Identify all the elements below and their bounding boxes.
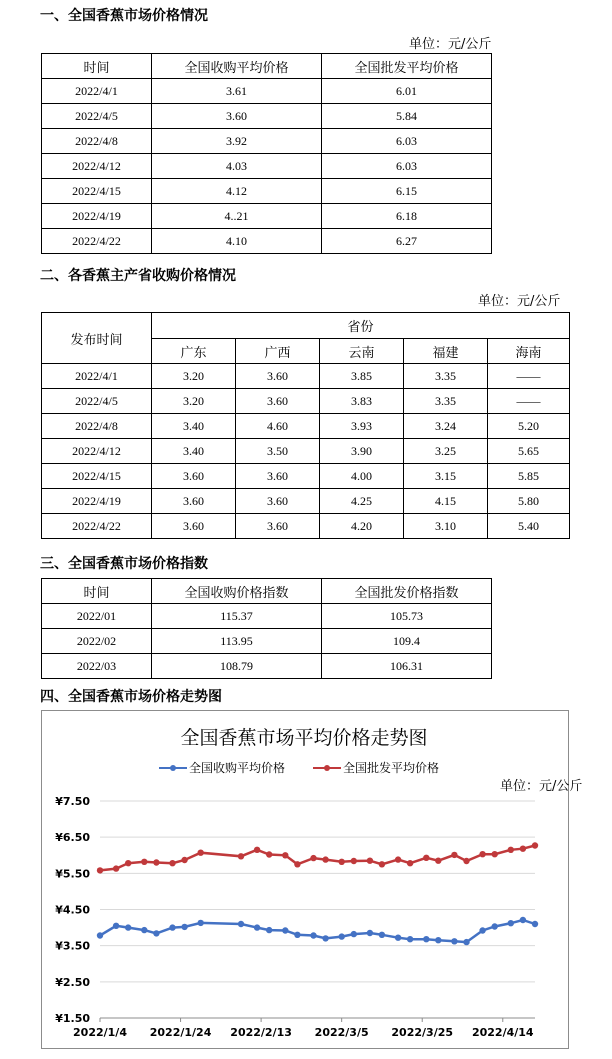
section-title-2: 二、各香蕉主产省收购价格情况: [40, 268, 236, 284]
column-header: 全国批发价格指数: [322, 579, 492, 604]
date-cell: 2022/01: [42, 604, 152, 629]
x-tick-label: 2022/3/5: [314, 1026, 369, 1039]
date-cell: 2022/4/8: [42, 414, 152, 439]
purchase-point: [492, 923, 498, 929]
x-tick-label: 2022/2/13: [230, 1026, 292, 1039]
wholesale-point: [395, 856, 401, 862]
purchase-point: [181, 924, 187, 930]
date-cell: 2022/4/5: [42, 389, 152, 414]
value-cell: 3.20: [152, 389, 236, 414]
purchase-point: [395, 935, 401, 941]
wholesale-point: [238, 853, 244, 859]
value-cell: 3.35: [404, 389, 488, 414]
date-cell: 2022/4/12: [42, 154, 152, 179]
value-cell: 3.85: [320, 364, 404, 389]
date-cell: 2022/4/1: [42, 364, 152, 389]
table-row: [42, 129, 492, 154]
table-row: [42, 389, 570, 414]
province-header: 福建: [404, 339, 488, 364]
date-cell: 2022/02: [42, 629, 152, 654]
value-cell: 5.40: [488, 514, 570, 539]
table-header-row: [42, 54, 492, 79]
value-cell: 3.40: [152, 414, 236, 439]
legend-marker-purchase: [170, 765, 176, 771]
province-header: 广西: [236, 339, 320, 364]
chart-svg: [42, 711, 583, 1048]
table-row: [42, 204, 492, 229]
column-header-time: 发布时间: [42, 313, 152, 364]
y-tick-label: ¥1.50: [55, 1012, 90, 1025]
purchase-point: [153, 930, 159, 936]
y-tick-label: ¥3.50: [55, 939, 90, 953]
wholesale-point: [520, 846, 526, 852]
chart-title: 全国香蕉市场平均价格走势图: [180, 727, 428, 749]
purchase-point: [367, 930, 373, 936]
value-cell: 109.4: [322, 629, 492, 654]
wholesale-point: [125, 860, 131, 866]
purchase-point: [254, 924, 260, 930]
wholesale-point: [113, 865, 119, 871]
date-cell: 2022/4/15: [42, 464, 152, 489]
value-cell: 113.95: [152, 629, 322, 654]
purchase-point: [113, 923, 119, 929]
value-cell: 3.60: [236, 364, 320, 389]
y-tick-label: ¥2.50: [55, 975, 90, 989]
purchase-point: [125, 924, 131, 930]
value-cell: 5.65: [488, 439, 570, 464]
x-tick-label: 2022/1/4: [73, 1026, 127, 1039]
section-title-4: 四、全国香蕉市场价格走势图: [40, 689, 222, 705]
column-header-province-group: 省份: [152, 313, 570, 339]
date-cell: 2022/4/8: [42, 129, 152, 154]
purchase-point: [339, 933, 345, 939]
y-tick-label: ¥4.50: [55, 903, 90, 917]
purchase-point: [451, 938, 457, 944]
value-cell: 3.60: [152, 104, 322, 129]
wholesale-point: [339, 859, 345, 865]
date-cell: 2022/4/22: [42, 514, 152, 539]
value-cell: 3.40: [152, 439, 236, 464]
legend-label-wholesale: 全国批发平均价格: [343, 761, 440, 775]
purchase-point: [282, 927, 288, 933]
table-row: [42, 229, 492, 254]
unit-label-2: 单位：元/公斤: [478, 294, 561, 309]
value-cell: 106.31: [322, 654, 492, 679]
wholesale-point: [254, 847, 260, 853]
value-cell: 5.20: [488, 414, 570, 439]
value-cell: 5.85: [488, 464, 570, 489]
purchase-point: [508, 920, 514, 926]
x-tick-label: 2022/1/24: [149, 1026, 212, 1039]
unit-label-1: 单位：元/公斤: [409, 37, 492, 52]
value-cell: 4.15: [404, 489, 488, 514]
value-cell: 3.60: [236, 489, 320, 514]
value-cell: 3.50: [236, 439, 320, 464]
column-header: 全国收购平均价格: [152, 54, 322, 79]
wholesale-point: [407, 860, 413, 866]
purchase-point: [310, 932, 316, 938]
value-cell: 3.20: [152, 364, 236, 389]
table-row: [42, 154, 492, 179]
purchase-point: [294, 932, 300, 938]
value-cell: 4.20: [320, 514, 404, 539]
purchase-point: [266, 927, 272, 933]
wholesale-point: [181, 857, 187, 863]
province-header: 海南: [488, 339, 570, 364]
value-cell: 3.60: [152, 514, 236, 539]
purchase-point: [435, 937, 441, 943]
table-row: [42, 514, 570, 539]
date-cell: 2022/4/15: [42, 179, 152, 204]
value-cell: 3.25: [404, 439, 488, 464]
value-cell: 6.15: [322, 179, 492, 204]
value-cell: 4.25: [320, 489, 404, 514]
wholesale-point: [508, 847, 514, 853]
date-cell: 2022/4/19: [42, 489, 152, 514]
wholesale-point: [169, 860, 175, 866]
column-header: 时间: [42, 54, 152, 79]
date-cell: 2022/4/19: [42, 204, 152, 229]
value-cell: 5.80: [488, 489, 570, 514]
table-row: [42, 464, 570, 489]
purchase-point: [407, 936, 413, 942]
section-title-3: 三、全国香蕉市场价格指数: [40, 556, 208, 572]
series-line-wholesale: [100, 846, 535, 871]
legend: [159, 760, 439, 775]
province-header: 广东: [152, 339, 236, 364]
table-row: [42, 629, 492, 654]
column-header: 全国批发平均价格: [322, 54, 492, 79]
value-cell: 4.12: [152, 179, 322, 204]
value-cell: 3.93: [320, 414, 404, 439]
purchase-point: [322, 935, 328, 941]
y-tick-label: ¥6.50: [55, 831, 90, 845]
value-cell: ——: [488, 364, 570, 389]
column-header: 时间: [42, 579, 152, 604]
wholesale-point: [322, 856, 328, 862]
table-row: [42, 439, 570, 464]
purchase-point: [97, 932, 103, 938]
section-title-1: 一、全国香蕉市场价格情况: [40, 8, 208, 24]
x-tick-label: 2022/3/25: [391, 1026, 454, 1039]
wholesale-point: [423, 855, 429, 861]
purchase-point: [238, 921, 244, 927]
wholesale-point: [310, 855, 316, 861]
table-row: [42, 604, 492, 629]
wholesale-point: [379, 861, 385, 867]
wholesale-point: [141, 859, 147, 865]
purchase-point: [198, 920, 204, 926]
date-cell: 2022/4/1: [42, 79, 152, 104]
value-cell: 3.60: [152, 464, 236, 489]
wholesale-point: [266, 851, 272, 857]
value-cell: 4..21: [152, 204, 322, 229]
value-cell: 3.60: [236, 514, 320, 539]
wholesale-point: [463, 858, 469, 864]
value-cell: 3.83: [320, 389, 404, 414]
table-row: [42, 79, 492, 104]
value-cell: 6.03: [322, 154, 492, 179]
purchase-point: [169, 924, 175, 930]
wholesale-point: [532, 842, 538, 848]
wholesale-point: [198, 850, 204, 856]
table-header-row: [42, 313, 570, 339]
table-row: [42, 489, 570, 514]
value-cell: 6.27: [322, 229, 492, 254]
date-cell: 2022/03: [42, 654, 152, 679]
table-row: [42, 414, 570, 439]
value-cell: 5.84: [322, 104, 492, 129]
value-cell: 3.60: [236, 389, 320, 414]
purchase-point: [532, 921, 538, 927]
chart-unit-label: 单位：元/公斤: [500, 779, 583, 794]
wholesale-point: [282, 852, 288, 858]
province-price-table: [41, 312, 570, 539]
date-cell: 2022/4/12: [42, 439, 152, 464]
value-cell: 3.24: [404, 414, 488, 439]
price-index-table: [41, 578, 492, 679]
purchase-point: [479, 927, 485, 933]
x-tick-label: 2022/4/14: [471, 1026, 534, 1039]
value-cell: 108.79: [152, 654, 322, 679]
value-cell: 6.01: [322, 79, 492, 104]
wholesale-point: [351, 858, 357, 864]
y-tick-label: ¥7.50: [55, 795, 90, 808]
value-cell: 4.10: [152, 229, 322, 254]
value-cell: ——: [488, 389, 570, 414]
value-cell: 3.90: [320, 439, 404, 464]
date-cell: 2022/4/5: [42, 104, 152, 129]
table-row: [42, 179, 492, 204]
value-cell: 3.15: [404, 464, 488, 489]
legend-label-purchase: 全国收购平均价格: [189, 761, 286, 775]
value-cell: 3.92: [152, 129, 322, 154]
table-row: [42, 104, 492, 129]
value-cell: 6.03: [322, 129, 492, 154]
table-row: [42, 654, 492, 679]
date-cell: 2022/4/22: [42, 229, 152, 254]
y-tick-label: ¥5.50: [55, 867, 90, 881]
value-cell: 105.73: [322, 604, 492, 629]
value-cell: 115.37: [152, 604, 322, 629]
value-cell: 3.61: [152, 79, 322, 104]
wholesale-point: [294, 861, 300, 867]
national-price-table: [41, 53, 492, 254]
wholesale-point: [367, 858, 373, 864]
wholesale-point: [153, 859, 159, 865]
value-cell: 3.35: [404, 364, 488, 389]
wholesale-point: [97, 867, 103, 873]
purchase-point: [379, 932, 385, 938]
value-cell: 4.60: [236, 414, 320, 439]
table-row: [42, 364, 570, 389]
table-header-row: [42, 579, 492, 604]
wholesale-point: [492, 851, 498, 857]
legend-marker-wholesale: [324, 765, 330, 771]
value-cell: 3.60: [152, 489, 236, 514]
column-header: 全国收购价格指数: [152, 579, 322, 604]
price-trend-chart: [41, 710, 583, 1049]
series-line-purchase: [100, 920, 535, 942]
value-cell: 3.60: [236, 464, 320, 489]
wholesale-point: [479, 851, 485, 857]
value-cell: 4.03: [152, 154, 322, 179]
purchase-point: [351, 931, 357, 937]
purchase-point: [423, 936, 429, 942]
wholesale-point: [435, 858, 441, 864]
value-cell: 6.18: [322, 204, 492, 229]
purchase-point: [463, 939, 469, 945]
province-header: 云南: [320, 339, 404, 364]
value-cell: 4.00: [320, 464, 404, 489]
purchase-point: [520, 917, 526, 923]
wholesale-point: [451, 852, 457, 858]
value-cell: 3.10: [404, 514, 488, 539]
purchase-point: [141, 927, 147, 933]
